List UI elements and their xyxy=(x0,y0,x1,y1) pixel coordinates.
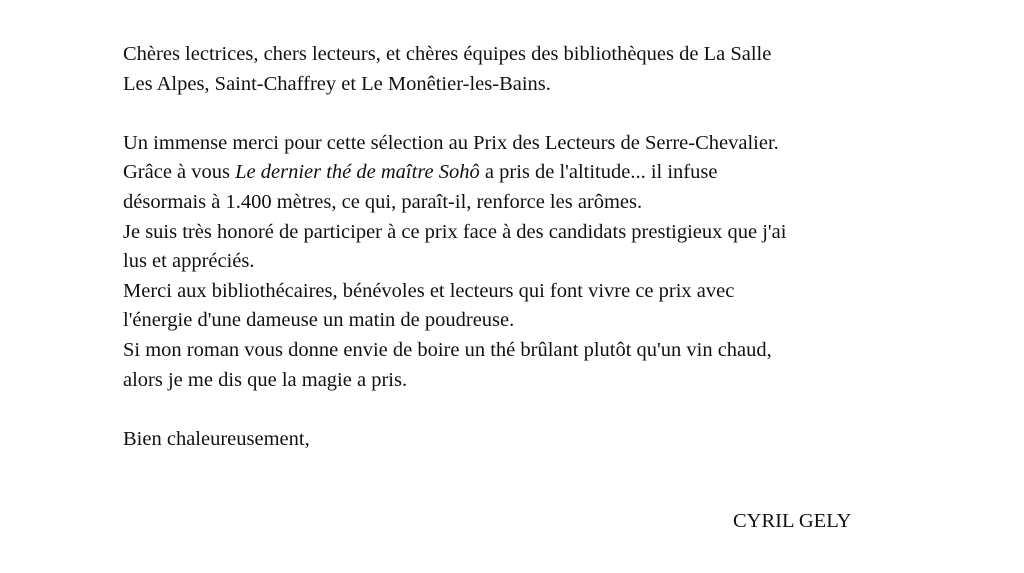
body-line-2-before: Grâce à vous xyxy=(123,161,236,184)
salutation-line-2: Les Alpes, Saint-Chaffrey et Le Monêtier-les-Bains. xyxy=(123,72,551,95)
body-line-2 xyxy=(123,158,923,188)
closing-line: Bien chaleureusement, xyxy=(123,427,310,450)
letter-body xyxy=(123,40,923,484)
salutation xyxy=(123,40,923,99)
body-line-4: Je suis très honoré de participer à ce prix face à des candidats prestigieux que j'ai xyxy=(123,220,787,243)
body-line-3: désormais à 1.400 mètres, ce qui, paraît-il, renforce les arômes. xyxy=(123,190,643,213)
main-paragraph xyxy=(123,129,923,395)
body-line-7: l'énergie d'une dameuse un matin de poudreuse. xyxy=(123,309,515,332)
body-line-6: Merci aux bibliothécaires, bénévoles et lecteurs qui font vivre ce prix avec xyxy=(123,279,735,302)
body-line-9: alors je me dis que la magie a pris. xyxy=(123,368,408,391)
book-title: Le dernier thé de maître Sohô xyxy=(235,161,480,184)
salutation-line-1: Chères lectrices, chers lecteurs, et chères équipes des bibliothèques de La Salle xyxy=(123,43,772,65)
signature: CYRIL GELY xyxy=(733,510,852,532)
closing xyxy=(123,425,923,455)
body-line-5: lus et appréciés. xyxy=(123,250,255,273)
body-line-1: Un immense merci pour cette sélection au Prix des Lecteurs de Serre-Chevalier. xyxy=(123,131,779,154)
body-line-2-after: a pris de l'altitude... il infuse xyxy=(479,161,718,184)
body-line-8: Si mon roman vous donne envie de boire un thé brûlant plutôt qu'un vin chaud, xyxy=(123,338,772,361)
